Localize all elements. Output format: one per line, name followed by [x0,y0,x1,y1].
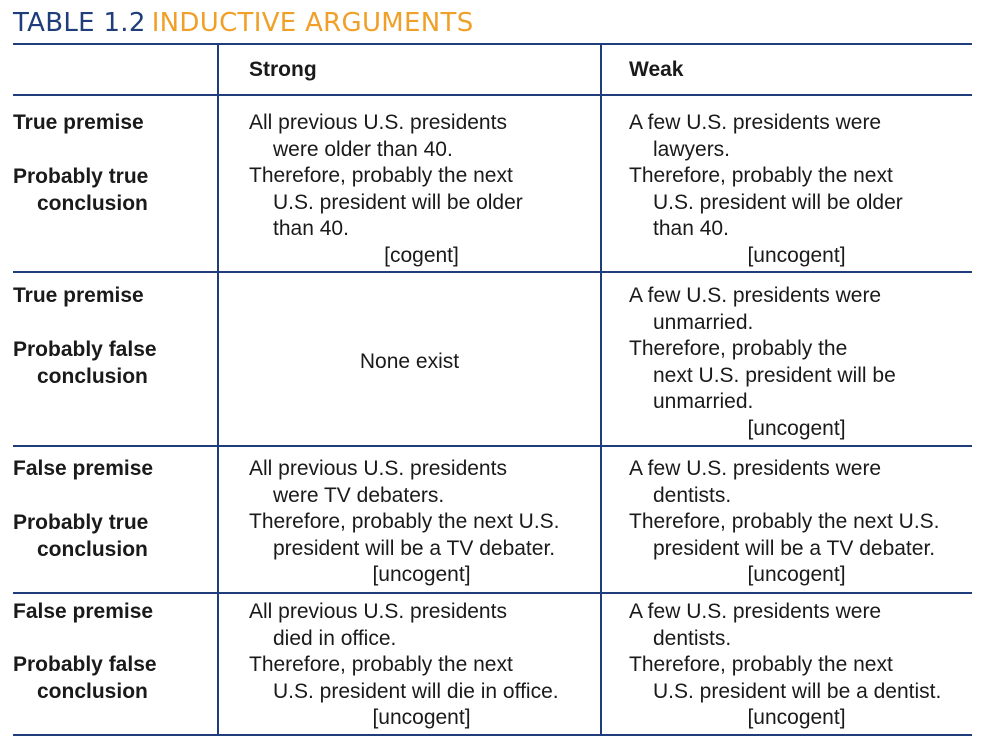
row-2-strong-none: None exist [359,350,460,373]
verdict-label: [uncogent] [747,563,846,587]
row-2-conclusion-label: Probably false conclusion [13,338,157,388]
divider-weak [600,44,602,735]
rule-header [13,94,972,96]
verdict-label: [cogent] [384,243,459,267]
verdict-label: [uncogent] [372,706,471,730]
rule-bottom [13,734,972,736]
verdict-label: [uncogent] [747,706,846,730]
row-2-premise-label: True premise [13,284,144,307]
row-2-weak-cell: A few U.S. presidents were unmarried. Therefore, probably the next U.S. president will be unmarried. [uncogent] [629,283,964,443]
row-3-strong-cell: All previous U.S. presidents were TV debaters. Therefore, probably the next U.S. president will be a TV debater. [uncogent] [249,456,594,589]
row-3-weak-cell: A few U.S. presidents were dentists. Therefore, probably the next U.S. president will be a TV debater. [uncogent] [629,456,964,589]
rule-top [13,43,972,45]
rule-row-2 [13,445,972,447]
row-1-conclusion-label: Probably true conclusion [13,165,149,215]
row-1-strong-cell: All previous U.S. presidents were older than 40. Therefore, probably the next U.S. president will be older than 40. [cogent] [249,110,594,270]
row-4-conclusion-label: Probably false conclusion [13,653,157,703]
divider-strong [217,44,219,735]
row-4-weak-cell: A few U.S. presidents were dentists. Therefore, probably the next U.S. president will be a dentist. [uncogent] [629,599,964,732]
column-header-strong: Strong [249,58,317,81]
row-4-premise-label: False premise [13,600,154,623]
row-1-weak-cell: A few U.S. presidents were lawyers. Therefore, probably the next U.S. president will be older than 40. [uncogent] [629,110,964,270]
column-header-weak: Weak [629,58,684,81]
row-3-conclusion-label: Probably true conclusion [13,511,149,561]
row-1-premise-label: True premise [13,111,144,134]
verdict-label: [uncogent] [747,243,846,267]
row-4-strong-cell: All previous U.S. presidents died in office. Therefore, probably the next U.S. president will die in office. [uncogent] [249,599,594,732]
table-name: INDUCTIVE ARGUMENTS [151,8,474,38]
table-number: TABLE 1.2 [13,8,146,38]
rule-row-3 [13,592,972,594]
row-3-premise-label: False premise [13,457,154,480]
verdict-label: [uncogent] [372,563,471,587]
table-title [13,8,474,38]
rule-row-1 [13,271,972,273]
verdict-label: [uncogent] [747,416,846,440]
